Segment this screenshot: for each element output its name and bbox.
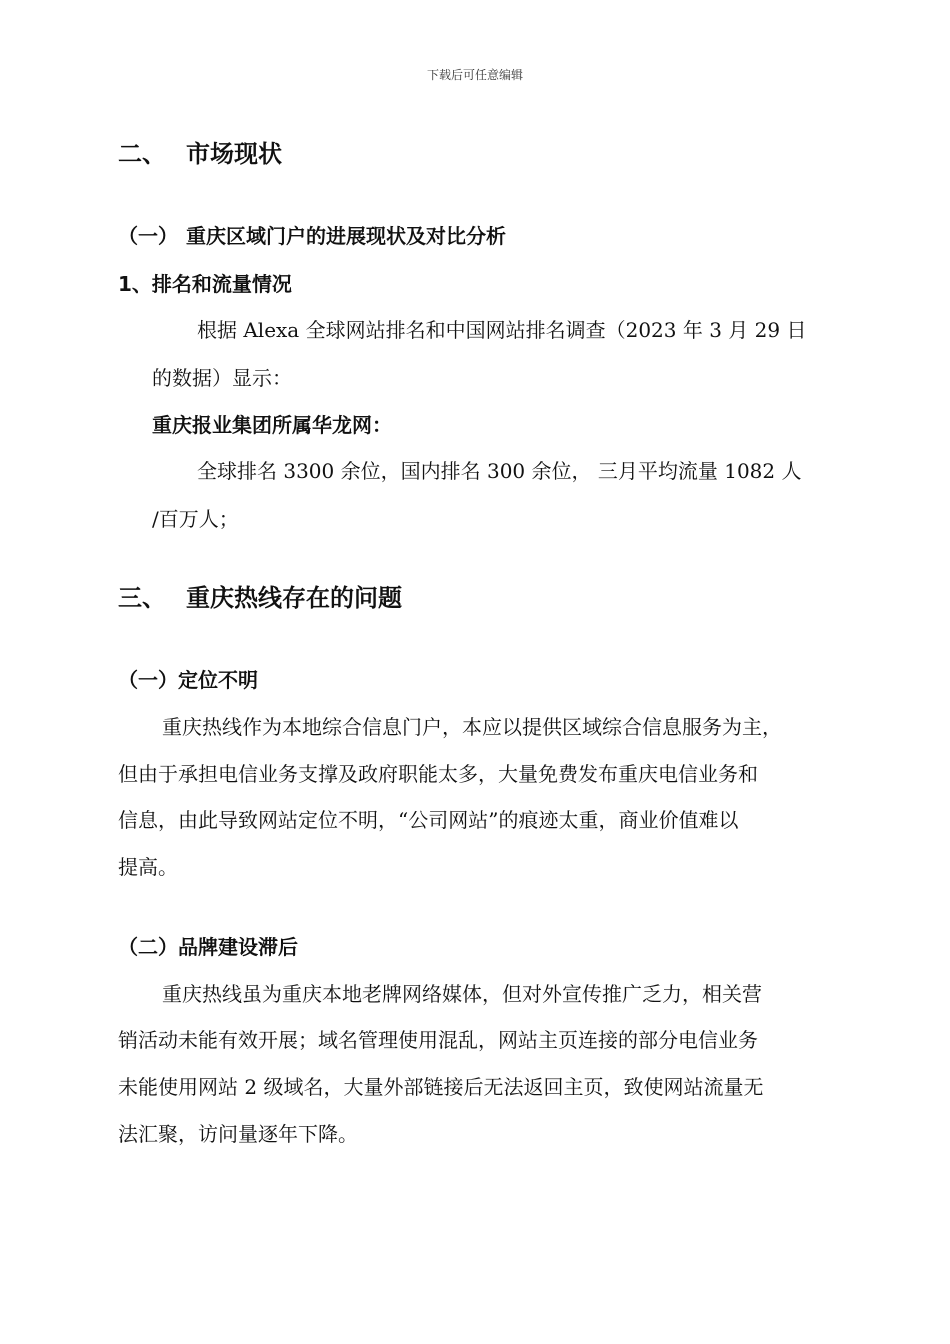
section-title: 重庆热线存在的问题 xyxy=(186,584,402,612)
subsection-heading-1 xyxy=(118,220,506,249)
paragraph-line: 信息，由此导致网站定位不明，“公司网站”的痕迹太重，商业价值难以 xyxy=(118,808,739,832)
paragraph-line: 根据 Alexa 全球网站排名和中国网站排名调查（2023 年 3 月 29 日 xyxy=(197,318,807,342)
section-heading-3 xyxy=(118,578,402,613)
section-title: 市场现状 xyxy=(186,140,282,168)
page-header: 下载后可任意编辑 xyxy=(426,68,523,82)
subsection-title: 重庆区域门户的进展现状及对比分析 xyxy=(186,224,506,248)
paragraph-line: 重庆热线虽为重庆本地老牌网络媒体，但对外宣传推广乏力，相关营 xyxy=(162,982,762,1006)
hualong-heading: 重庆报业集团所属华龙网： xyxy=(152,413,392,437)
subsection-heading-1-1: 1、排名和流量情况 xyxy=(118,272,292,296)
paragraph-line: 的数据）显示： xyxy=(152,366,292,390)
paragraph-line: 法汇聚，访问量逐年下降。 xyxy=(118,1122,358,1146)
paragraph-line: 未能使用网站 2 级域名，大量外部链接后无法返回主页，致使网站流量无 xyxy=(118,1075,764,1099)
subsection-number: （一） xyxy=(118,224,178,248)
paragraph-line: 提高。 xyxy=(118,855,178,879)
section-number: 三、 xyxy=(118,584,166,612)
issue-2-title: （二）品牌建设滞后 xyxy=(118,935,298,959)
paragraph-line: 重庆热线作为本地综合信息门户，本应以提供区域综合信息服务为主， xyxy=(162,715,782,739)
paragraph-line: 销活动未能有效开展；域名管理使用混乱，网站主页连接的部分电信业务 xyxy=(118,1028,758,1052)
issue-1-title: （一）定位不明 xyxy=(118,668,258,692)
section-heading-2 xyxy=(118,134,282,169)
paragraph-line: /百万人； xyxy=(152,507,239,531)
section-number: 二、 xyxy=(118,140,166,168)
paragraph-line: 但由于承担电信业务支撑及政府职能太多，大量免费发布重庆电信业务和 xyxy=(118,762,758,786)
paragraph-line: 全球排名 3300 余位，国内排名 300 余位， 三月平均流量 1082 人 xyxy=(197,459,802,483)
